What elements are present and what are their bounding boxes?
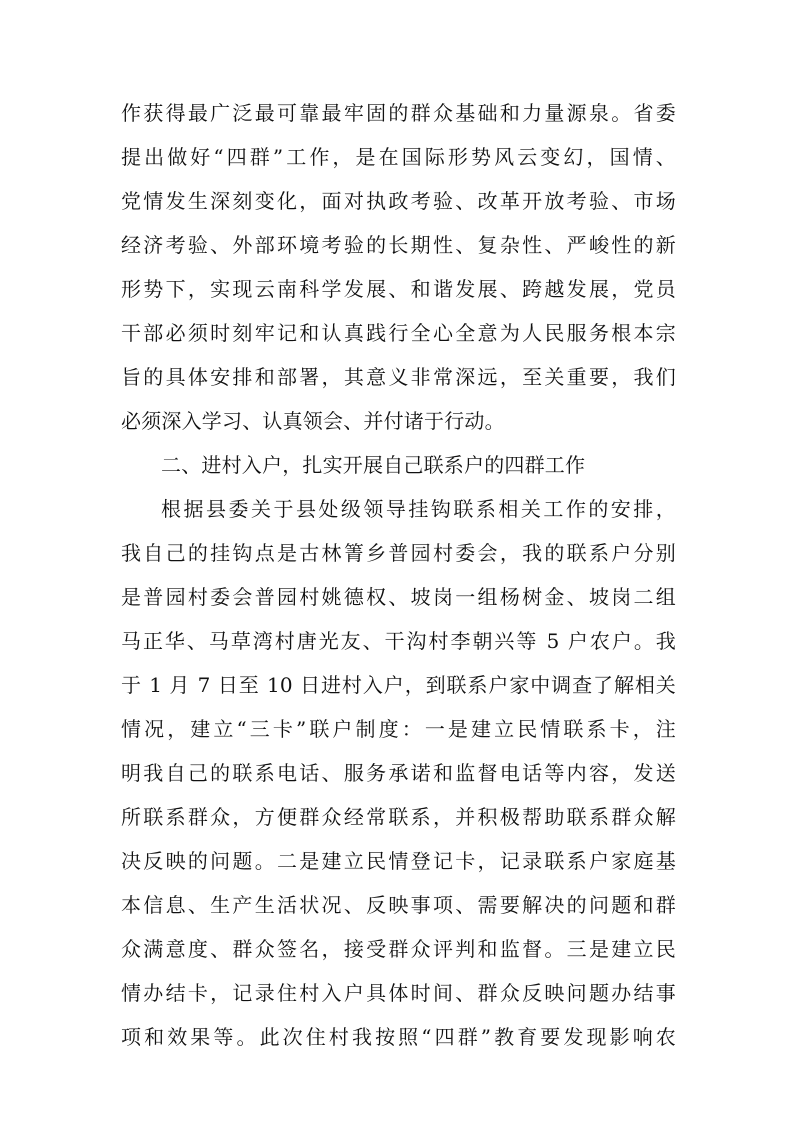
paragraph-line-19: 本信息、生产生活状况、反映事项、需要解决的问题和群 xyxy=(121,893,676,917)
paragraph-line-4: 经济考验、外部环境考验的长期性、复杂性、严峻性的新 xyxy=(121,233,676,257)
paragraph-line-14: 于 1 月 7 日至 10 日进村入户，到联系户家中调查了解相关 xyxy=(121,673,676,697)
paragraph-line-20: 众满意度、群众签名，接受群众评判和监督。三是建立民 xyxy=(121,937,676,961)
paragraph-line-13: 马正华、马草湾村唐光友、干沟村李朝兴等 5 户农户。我 xyxy=(121,629,676,653)
paragraph-line-3: 党情发生深刻变化，面对执政考验、改革开放考验、市场 xyxy=(121,189,676,213)
paragraph-line-21: 情办结卡，记录住村入户具体时间、群众反映问题办结事 xyxy=(121,981,676,1005)
paragraph-line-1: 作获得最广泛最可靠最牢固的群众基础和力量源泉。省委 xyxy=(121,101,676,125)
paragraph-line-16: 明我自己的联系电话、服务承诺和监督电话等内容，发送 xyxy=(121,761,676,785)
paragraph-line-8: 必须深入学习、认真领会、并付诸于行动。 xyxy=(121,409,505,433)
section-heading: 二、进村入户，扎实开展自己联系户的四群工作 xyxy=(161,453,586,477)
paragraph-line-22: 项和效果等。此次住村我按照“四群”教育要发现影响农 xyxy=(121,1025,676,1049)
paragraph-line-11: 我自己的挂钩点是古林箐乡普园村委会，我的联系户分别 xyxy=(121,541,676,565)
paragraph-line-18: 决反映的问题。二是建立民情登记卡，记录联系户家庭基 xyxy=(121,849,676,873)
paragraph-line-15: 情况，建立“三卡”联户制度：一是建立民情联系卡，注 xyxy=(121,717,676,741)
paragraph-line-7: 旨的具体安排和部署，其意义非常深远，至关重要，我们 xyxy=(121,365,676,389)
paragraph-line-2: 提出做好“四群”工作，是在国际形势风云变幻，国情、 xyxy=(121,145,676,169)
paragraph-line-12: 是普园村委会普园村姚德权、坡岗一组杨树金、坡岗二组 xyxy=(121,585,676,609)
paragraph-line-10: 根据县委关于县处级领导挂钩联系相关工作的安排， xyxy=(161,497,676,521)
paragraph-line-17: 所联系群众，方便群众经常联系，并积极帮助联系群众解 xyxy=(121,805,676,829)
paragraph-line-5: 形势下，实现云南科学发展、和谐发展、跨越发展，党员 xyxy=(121,277,676,301)
paragraph-line-6: 干部必须时刻牢记和认真践行全心全意为人民服务根本宗 xyxy=(121,321,676,345)
